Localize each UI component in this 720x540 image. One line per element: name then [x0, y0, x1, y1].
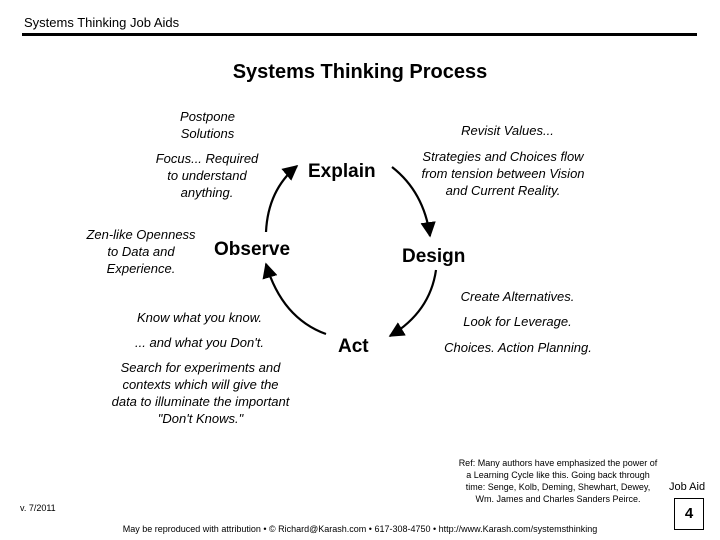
note-line: Search for experiments and	[120, 360, 281, 375]
note-line: Solutions	[180, 126, 235, 141]
note-line: Zen-like Openness	[86, 227, 196, 242]
note-line: Focus... Required	[155, 151, 259, 166]
version-label: v. 7/2011	[20, 503, 56, 513]
note-postpone-solutions	[150, 108, 265, 142]
note-line: contexts which will give the	[122, 377, 279, 392]
note-line: to Data and	[107, 244, 175, 259]
note-line: anything.	[180, 185, 234, 200]
note-search-experiments	[88, 359, 313, 427]
footer-attribution: May be reproduced with attribution • © Richard@Karash.com • 617-308-4750 • http://www.Karash.com/systemsthinking	[122, 524, 598, 534]
page-title: Systems Thinking Process	[232, 61, 488, 83]
note-line: "Don't Knows."	[157, 411, 244, 426]
note-line: Strategies and Choices flow	[422, 149, 584, 164]
note-line: and Current Reality.	[445, 183, 561, 198]
arrow-design-to-act	[390, 270, 436, 336]
note-focus	[137, 150, 277, 201]
node-observe: Observe	[214, 239, 291, 260]
job-aid-label: Job Aid	[669, 481, 706, 493]
note-choices-action-planning: Choices. Action Planning.	[444, 340, 592, 355]
note-line: to understand	[167, 168, 247, 183]
page-number: 4	[674, 498, 704, 530]
header-label: Systems Thinking Job Aids	[24, 15, 180, 30]
note-line: Experience.	[106, 261, 176, 276]
note-line: Postpone	[180, 109, 235, 124]
reference-note	[440, 457, 676, 505]
note-what-you-dont: ... and what you Don't.	[135, 335, 264, 350]
node-act: Act	[338, 336, 369, 357]
note-strategies	[400, 148, 606, 199]
note-look-for-leverage: Look for Leverage.	[463, 314, 572, 329]
reference-line: Wm. James and Charles Sanders Peirce.	[475, 494, 641, 504]
note-zen-openness	[72, 226, 210, 277]
reference-line: time: Senge, Kolb, Deming, Shewhart, Dewey,	[465, 482, 651, 492]
node-explain: Explain	[308, 161, 376, 182]
reference-line: a Learning Cycle like this. Going back through	[466, 470, 650, 480]
note-line: data to illuminate the important	[111, 394, 290, 409]
reference-line: Ref: Many authors have emphasized the power of	[458, 458, 658, 468]
node-design: Design	[402, 246, 466, 267]
note-line: from tension between Vision	[421, 166, 585, 181]
note-revisit-values: Revisit Values...	[461, 123, 554, 138]
note-create-alternatives: Create Alternatives.	[460, 289, 575, 304]
note-know-what-you-know: Know what you know.	[136, 310, 263, 325]
